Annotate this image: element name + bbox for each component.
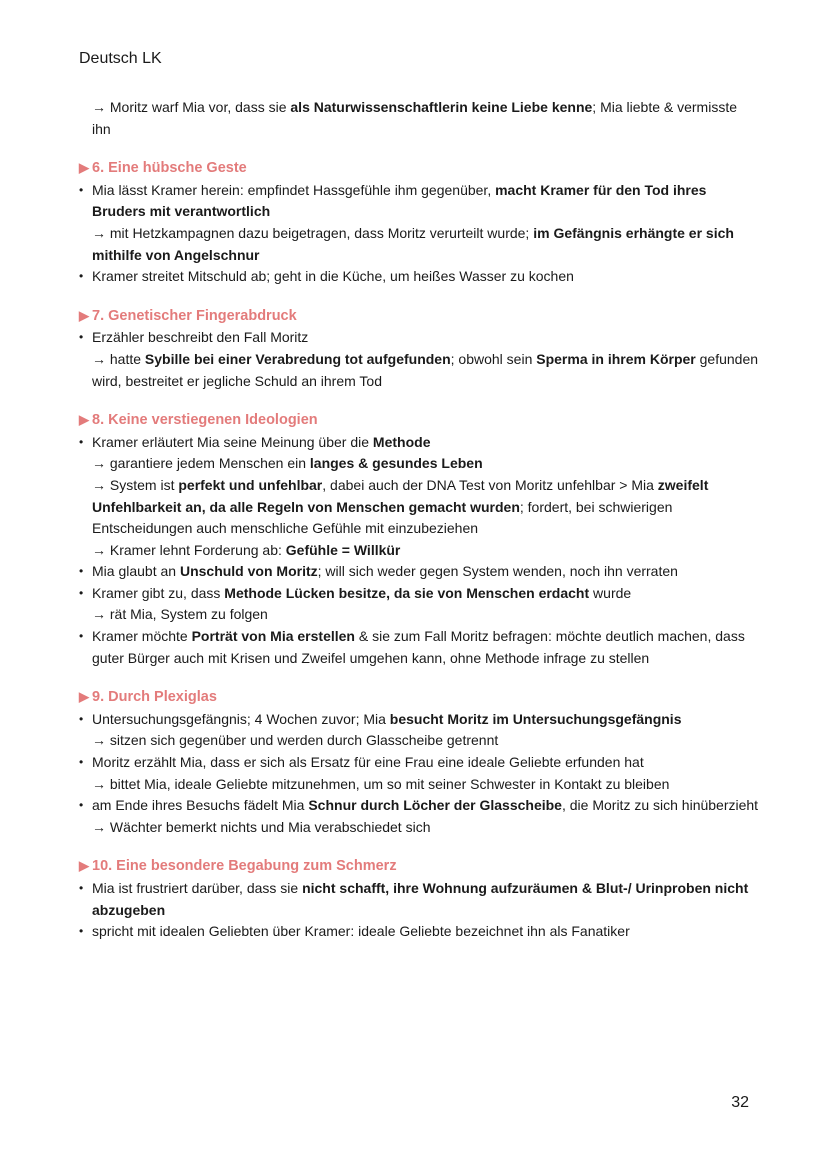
bold-text: nicht schafft, ihre Wohnung aufzuräumen & Blut-/ Urinproben nicht abzugeben (92, 880, 749, 918)
text-run: → Kramer lehnt Forderung ab: (92, 541, 286, 558)
text-run: wurde (589, 584, 632, 601)
section-heading (79, 305, 759, 328)
bold-text: langes & gesundes Leben (309, 455, 483, 472)
bold-text: Gefühle = Willkür (285, 541, 401, 558)
list-item (79, 921, 759, 943)
text-run: ; fordert, bei schwierigen Entscheidungen auch menschliche Gefühle mit einzubeziehen (92, 498, 673, 537)
triangle-bullet-icon: ▶ (79, 307, 89, 323)
section-heading (79, 409, 759, 432)
text-run: → hatte (92, 350, 145, 367)
triangle-bullet-icon: ▶ (79, 858, 89, 874)
bullet-text (92, 432, 759, 454)
text-run: Moritz erzählt Mia, dass er sich als Ersatz für eine Frau eine ideale Geliebte erfunden hat (92, 754, 644, 771)
bullet-list (79, 878, 759, 943)
section-heading-text: 6. Eine hübsche Geste (92, 160, 247, 177)
bold-text: macht Kramer für den Tod ihres Bruders mit verantwortlich (92, 181, 707, 220)
page-header: Deutsch LK (79, 50, 162, 67)
text-run: , die Moritz zu sich hinüberzieht (561, 797, 759, 814)
text-run: Mia glaubt an (92, 563, 180, 580)
text-run: → rät Mia, System zu folgen (92, 606, 268, 623)
text-run: Kramer streitet Mitschuld ab; geht in die Küche, um heißes Wasser zu kochen (92, 268, 574, 285)
list-item (79, 752, 759, 795)
bold-text: Sybille bei einer Verabredung tot aufgefunden (144, 350, 451, 367)
triangle-bullet-icon: ▶ (79, 689, 89, 705)
document-body (79, 97, 759, 943)
list-item (79, 878, 759, 921)
text-run: , dabei auch der DNA Test von Moritz unfehlbar > Mia (322, 476, 658, 493)
bold-text: Sperma in ihrem Körper (536, 350, 696, 367)
section-heading-text: 9. Durch Plexiglas (92, 689, 217, 706)
text-run: → bittet Mia, ideale Geliebte mitzunehmen, um so mit seiner Schwester in Kontakt zu bleiben (92, 775, 670, 792)
bold-text: als Naturwissenschaftlerin keine Liebe kenne (290, 99, 593, 115)
text-run: Kramer gibt zu, dass (92, 584, 225, 601)
bullet-list (79, 709, 759, 839)
bullet-list (79, 327, 759, 392)
page-number: 32 (731, 1094, 749, 1111)
sub-point (92, 475, 759, 540)
list-item (79, 180, 759, 266)
sub-point (92, 730, 759, 752)
bold-text: Methode Lücken besitze, da sie von Menschen erdacht (224, 584, 590, 601)
bullet-text (92, 626, 759, 669)
bullet-text (92, 180, 759, 223)
bullet-text (92, 709, 759, 731)
text-run: ; obwohl sein (450, 350, 537, 367)
text-run: & sie zum Fall Moritz befragen: möchte deutlich machen, dass guter Bürger auch mit Krisen und Zweifel umgehen kann, ohne Methode infrage zu stellen (92, 628, 745, 666)
sub-point (92, 604, 759, 626)
text-run: Kramer möchte (92, 628, 192, 645)
bold-text: Methode (372, 433, 431, 450)
sections-container (79, 157, 759, 943)
text-run: Kramer erläutert Mia seine Meinung über die (92, 433, 373, 450)
bullet-list (79, 432, 759, 670)
sub-point (92, 774, 759, 796)
text-run: → System ist (92, 476, 179, 493)
bold-text: Unschuld von Moritz (179, 563, 318, 580)
bullet-text (92, 752, 759, 774)
text-run: → garantiere jedem Menschen ein (92, 455, 310, 472)
sub-point (92, 453, 759, 475)
text-run: gefunden wird, bestreitet er jegliche Schuld an ihrem Tod (92, 350, 759, 389)
bullet-text (92, 921, 759, 943)
section-heading-text: 7. Genetischer Fingerabdruck (92, 307, 297, 324)
bullet-text (92, 266, 759, 288)
bold-text: perfekt und unfehlbar (178, 476, 323, 493)
text-run: Mia ist frustriert darüber, dass sie (92, 880, 303, 896)
text-run: → Wächter bemerkt nichts und Mia verabschiedet sich (92, 818, 431, 835)
text-run: Erzähler beschreibt den Fall Moritz (92, 329, 309, 346)
bullet-text (92, 795, 759, 817)
text-run: → mit Hetzkampagnen dazu beigetragen, dass Moritz verurteilt wurde; (92, 224, 534, 241)
list-item (79, 626, 759, 669)
bullet-text (92, 878, 759, 921)
section-heading (79, 855, 759, 878)
text-run: spricht mit idealen Geliebten über Kramer: ideale Geliebte bezeichnet ihn als Fanatiker (92, 923, 630, 940)
list-item (79, 432, 759, 562)
triangle-bullet-icon: ▶ (79, 160, 89, 176)
list-item (79, 266, 759, 288)
bullet-text (92, 583, 759, 605)
text-run: am Ende ihres Besuchs fädelt Mia (92, 797, 309, 814)
triangle-bullet-icon: ▶ (79, 412, 89, 428)
list-item (79, 795, 759, 838)
bullet-list (79, 180, 759, 288)
bold-text: Schnur durch Löcher der Glasscheibe (308, 797, 562, 814)
section-heading-text: 10. Eine besondere Begabung zum Schmerz (92, 858, 397, 875)
bold-text: Porträt von Mia erstellen (191, 628, 355, 645)
bold-text: im Gefängnis erhängte er sich mithilfe von Angelschnur (92, 224, 734, 263)
list-item (79, 327, 759, 392)
sub-point (92, 349, 759, 392)
sub-point (92, 540, 759, 562)
text-run: Untersuchungsgefängnis; 4 Wochen zuvor; Mia (92, 710, 390, 727)
list-item (79, 561, 759, 583)
text-run: → sitzen sich gegenüber und werden durch Glasscheibe getrennt (92, 732, 499, 749)
bold-text: zweifelt Unfehlbarkeit an, da alle Regeln von Menschen gemacht wurden (92, 476, 709, 515)
section-heading (79, 686, 759, 709)
list-item (79, 583, 759, 626)
bullet-text (92, 561, 759, 583)
sub-point (92, 223, 759, 266)
text-run: Mia lässt Kramer herein: empfindet Hassgefühle ihm gegenüber, (92, 181, 496, 198)
section-heading (79, 157, 759, 180)
text-run: ; Mia liebte & vermisste ihn (92, 99, 738, 137)
bullet-text (92, 327, 759, 349)
sub-point (92, 817, 759, 839)
text-run: ; will sich weder gegen System wenden, noch ihn verraten (317, 563, 678, 580)
section-heading-text: 8. Keine verstiegenen Ideologien (92, 412, 318, 429)
list-item (79, 709, 759, 752)
intro-line (79, 97, 759, 140)
bold-text: besucht Moritz im Untersuchungsgefängnis (389, 710, 682, 727)
text-run: → Moritz warf Mia vor, dass sie (92, 99, 291, 115)
